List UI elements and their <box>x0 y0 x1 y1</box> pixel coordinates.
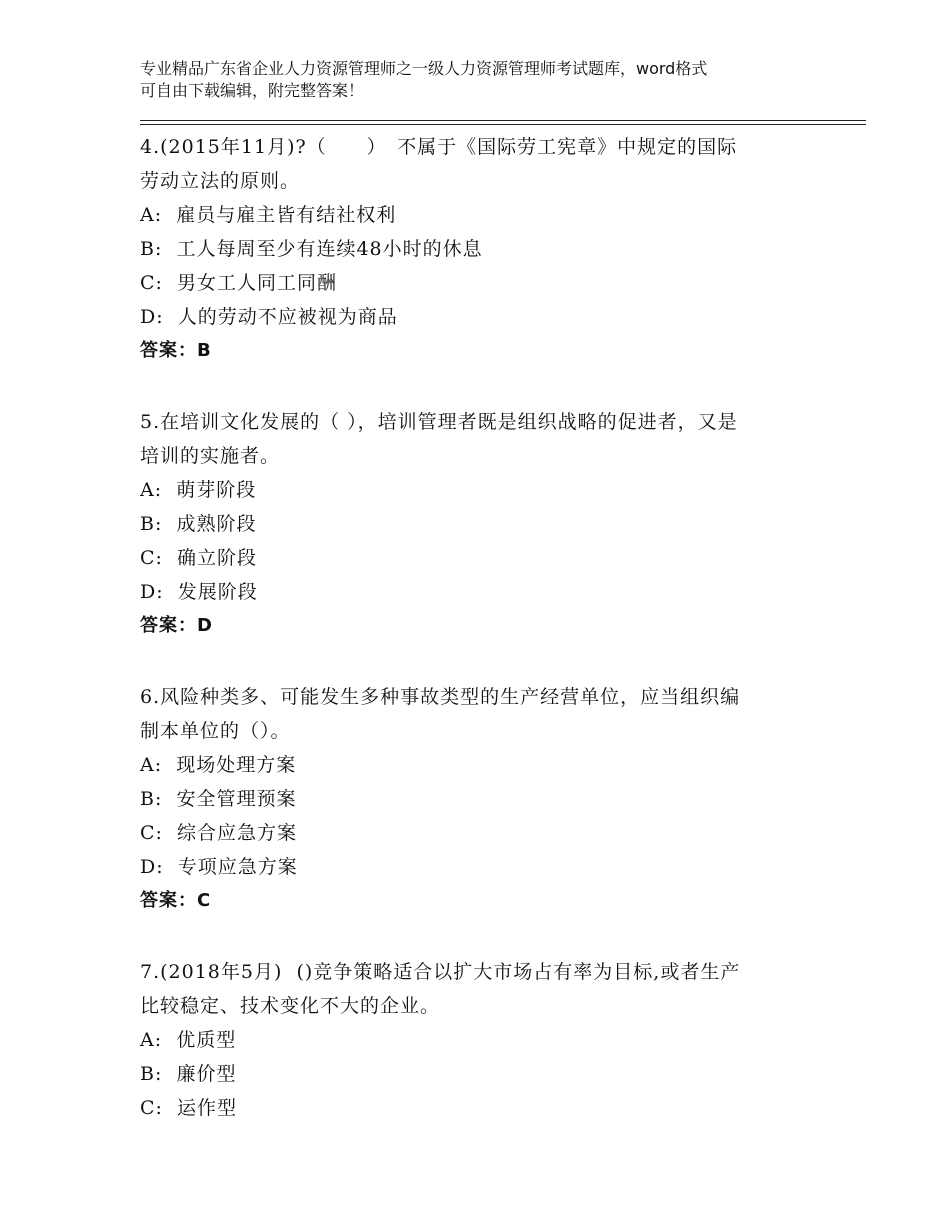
page-header <box>140 58 820 102</box>
header-line-2: 可自由下载编辑，附完整答案！ <box>140 81 365 100</box>
question-7 <box>140 955 840 1125</box>
option-d: D: 人的劳动不应被视为商品 <box>140 306 398 328</box>
option-a: A: 雇员与雇主皆有结社权利 <box>140 204 397 226</box>
option-c: C: 确立阶段 <box>140 547 258 569</box>
header-rule-thick <box>140 120 866 121</box>
question-text-line: 5.在培训文化发展的（ ），培训管理者既是组织战略的促进者，又是 <box>140 411 738 433</box>
question-text-line: 7.(2018年5月) ()竞争策略适合以扩大市场占有率为目标,或者生产 <box>140 961 741 983</box>
option-a: A: 现场处理方案 <box>140 754 297 776</box>
option-c: C: 运作型 <box>140 1097 238 1119</box>
question-text-line: 比较稳定、技术变化不大的企业。 <box>140 995 441 1017</box>
option-c: C: 男女工人同工同酬 <box>140 272 338 294</box>
option-c: C: 综合应急方案 <box>140 822 298 844</box>
answer: 答案：C <box>140 890 212 911</box>
header-line-1: 专业精品广东省企业人力资源管理师之一级人力资源管理师考试题库，word格式 <box>140 59 708 78</box>
answer: 答案：D <box>140 615 213 636</box>
question-4 <box>140 130 840 368</box>
question-text-line: 培训的实施者。 <box>140 445 281 467</box>
option-b: B: 工人每周至少有连续48小时的休息 <box>140 238 483 260</box>
question-text-line: 制本单位的（）。 <box>140 720 291 742</box>
question-text-line: 4.(2015年11月)?（ ） 不属于《国际劳工宪章》中规定的国际 <box>140 136 738 158</box>
question-5 <box>140 405 840 643</box>
question-6 <box>140 680 840 918</box>
option-a: A: 萌芽阶段 <box>140 479 257 501</box>
question-text-line: 劳动立法的原则。 <box>140 170 301 192</box>
option-a: A: 优质型 <box>140 1029 237 1051</box>
answer: 答案：B <box>140 340 212 361</box>
question-text-line: 6.风险种类多、可能发生多种事故类型的生产经营单位，应当组织编 <box>140 686 741 708</box>
option-d: D: 发展阶段 <box>140 581 258 603</box>
option-d: D: 专项应急方案 <box>140 856 298 878</box>
option-b: B: 成熟阶段 <box>140 513 257 535</box>
question-list <box>140 130 840 1162</box>
header-rule-thin <box>140 124 866 125</box>
option-b: B: 安全管理预案 <box>140 788 297 810</box>
option-b: B: 廉价型 <box>140 1063 237 1085</box>
